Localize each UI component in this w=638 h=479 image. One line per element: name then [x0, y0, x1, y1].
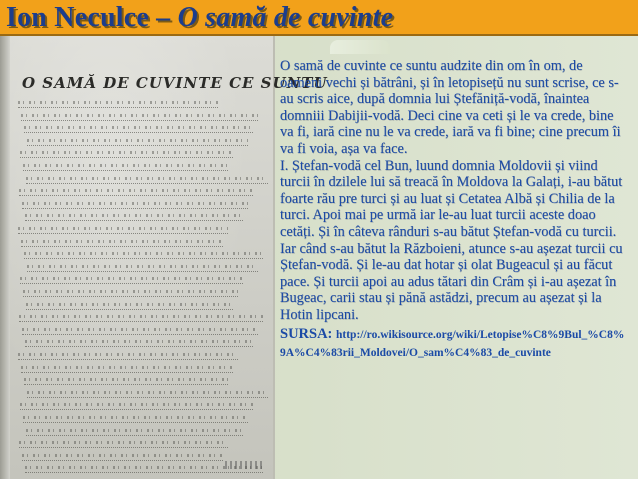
manuscript-script-line [26, 426, 243, 436]
chapter-one-paragraph: I. Ștefan-vodă cel Bun, luund domnia Moldovii și viind turcii în dzilele lui să treacă în Moldova la Galați, i-au bătut foarte rău pre turci și au luat și Cetatea Albă și Chilia de la turci. Apoi mai pe urmă iar le-au luat turcii aceste doao cetăți. Și în câteva rânduri s-au bătut Ștefan-vodă cu turcii. Iar când s-au bătut la Războieni, atunce s-au așezat turcii cu Ștefan-vodă. Și le-au dat hotar și olat Bugeacul și au făcut pace. Și turcii apoi au adus tătari din Crâm și i-au așezat în Bugeac, carii stau și pănă astădzi, precum au așezat și la Hotin lipcani. [280, 157, 623, 323]
manuscript-script-line [18, 350, 238, 360]
manuscript-script-line [21, 237, 223, 247]
manuscript-script-line [18, 224, 228, 234]
manuscript-script-line [23, 287, 238, 297]
manuscript-script-line [20, 274, 243, 284]
manuscript-margin-note [225, 461, 265, 469]
intro-paragraph: O samă de cuvinte ce suntu audzite din om în om, de oameni vechi și bătrâni, și în letopisețŭ nu sunt scrise, ce s-au scris aice, după domnia lui Ștefăniță-vodă, înaintea domniii Dabijii-vodă. Deci cine va ceti și le va crede, bine va fi, iară cine nu le va crede, iară va fi bine; cine precum îi va fi voia, așa va face. [280, 58, 621, 157]
manuscript-script-line [19, 186, 253, 196]
text-panel-tab [330, 40, 390, 54]
source-citation [280, 326, 628, 362]
manuscript-script-line [18, 98, 218, 108]
title-author: Ion Neculce – [6, 2, 178, 33]
source-label: SURSA: [280, 325, 333, 342]
manuscript-script-line [20, 400, 253, 410]
manuscript-script-line [26, 174, 268, 184]
manuscript-script-line [27, 136, 248, 146]
source-link[interactable]: http://ro.wikisource.org/wiki/Letopise%C8%9Bul_%C8%9A%C4%83rii_Moldovei/O_sam%C4%83_de_cuvinte [280, 328, 625, 359]
title-bar [0, 0, 638, 36]
manuscript-script-line [27, 262, 258, 272]
manuscript-page-edge [0, 36, 10, 479]
slide-title [6, 0, 636, 36]
manuscript-script-line [22, 325, 258, 335]
title-work: O samă de cuvinte [177, 2, 394, 33]
manuscript-script-line [20, 148, 233, 158]
manuscript-script-line [24, 375, 228, 385]
text-panel [276, 54, 632, 474]
manuscript-script-line [24, 123, 253, 133]
manuscript-script-line [23, 413, 248, 423]
manuscript-script-line [19, 312, 263, 322]
manuscript-script-line [24, 249, 263, 259]
manuscript-script-line [21, 111, 258, 121]
manuscript-script-line [26, 300, 233, 310]
manuscript-script-line [27, 388, 268, 398]
manuscript-script-line [22, 199, 248, 209]
manuscript-script-line [25, 211, 243, 221]
manuscript-script-line [19, 438, 228, 448]
manuscript-script-line [21, 363, 233, 373]
manuscript-script-line [22, 451, 223, 461]
manuscript-script-line [25, 337, 253, 347]
manuscript-heading: O SAMĂ DE CUVINTE CE SUNTU [22, 74, 328, 92]
manuscript-script-line [23, 161, 228, 171]
